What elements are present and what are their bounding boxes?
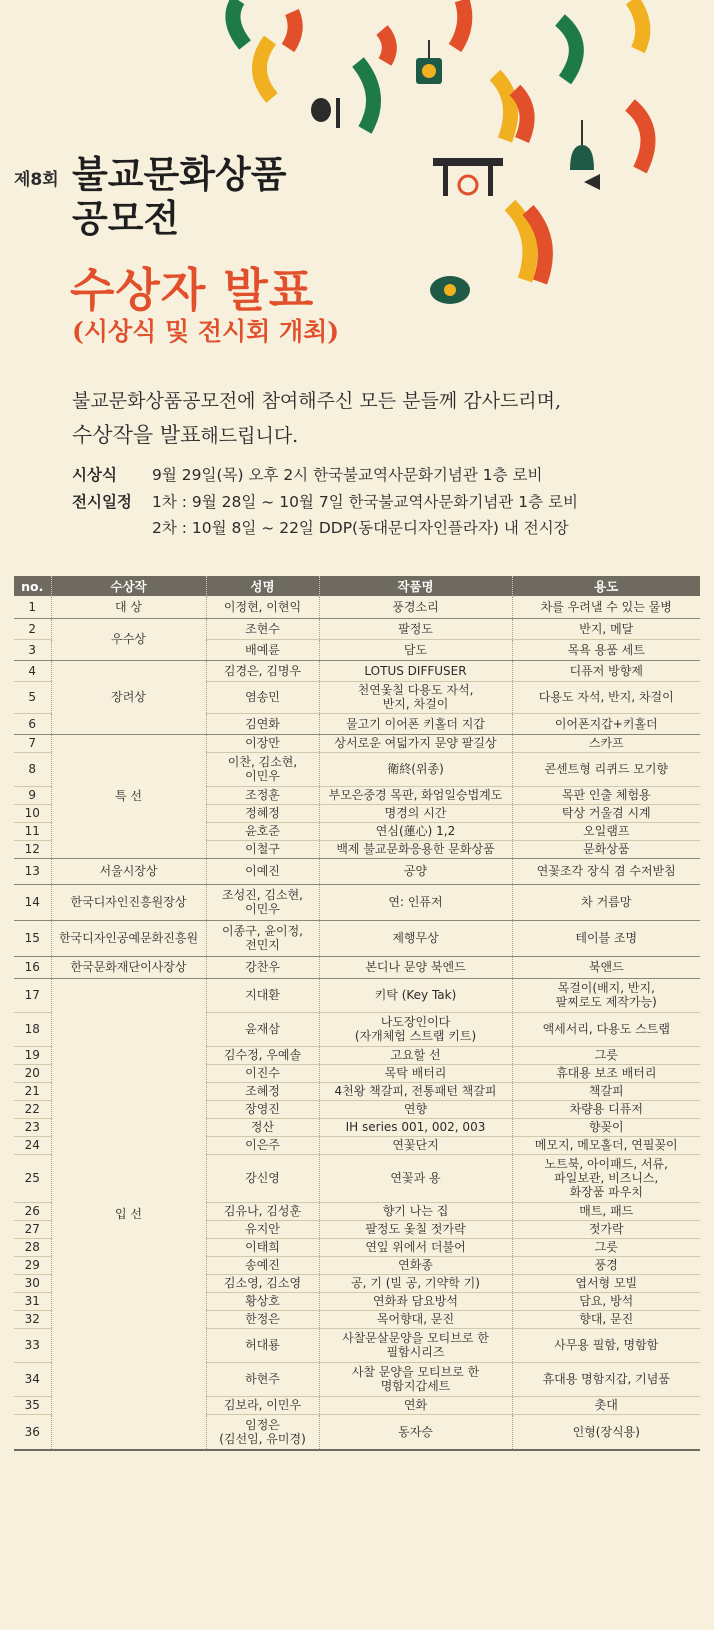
cell-work: 사찰 문양을 모티브로 한 명함지갑세트 bbox=[319, 1362, 512, 1396]
cell-no: 22 bbox=[14, 1100, 51, 1118]
cell-name: 김소영, 김소영 bbox=[206, 1274, 319, 1292]
pouch-icon bbox=[430, 276, 470, 304]
cell-use: 반지, 메달 bbox=[512, 618, 700, 639]
ribbon-shape bbox=[288, 12, 295, 48]
cell-no: 4 bbox=[14, 660, 51, 681]
page-title bbox=[72, 152, 286, 240]
cell-work: 물고기 이어폰 키홀더 지갑 bbox=[319, 713, 512, 734]
ribbon-shape bbox=[632, 0, 643, 50]
cell-no: 29 bbox=[14, 1256, 51, 1274]
cell-no: 28 bbox=[14, 1238, 51, 1256]
cell-work: 명경의 시간 bbox=[319, 804, 512, 822]
cell-name: 강찬우 bbox=[206, 956, 319, 978]
cell-work: 연꽃단지 bbox=[319, 1136, 512, 1154]
ceremony-label: 시상식 bbox=[72, 466, 117, 484]
cell-name: 송예진 bbox=[206, 1256, 319, 1274]
cell-no: 24 bbox=[14, 1136, 51, 1154]
cell-no: 34 bbox=[14, 1362, 51, 1396]
ribbon-shape bbox=[358, 62, 374, 130]
cell-work: 연꽃과 용 bbox=[319, 1154, 512, 1202]
cell-no: 7 bbox=[14, 734, 51, 752]
cell-use: 젓가락 bbox=[512, 1220, 700, 1238]
cell-work: 4천왕 책갈피, 전통패턴 책갈피 bbox=[319, 1082, 512, 1100]
cell-no: 9 bbox=[14, 786, 51, 804]
table-row bbox=[14, 956, 700, 978]
cell-work: 팔정도 옻칠 젓가락 bbox=[319, 1220, 512, 1238]
cell-award: 대 상 bbox=[51, 596, 206, 618]
cell-work: LOTUS DIFFUSER bbox=[319, 660, 512, 681]
header-no: no. bbox=[14, 576, 51, 596]
ribbon-shape bbox=[382, 30, 389, 62]
cell-use: 휴대용 보조 배터리 bbox=[512, 1064, 700, 1082]
cell-no: 30 bbox=[14, 1274, 51, 1292]
cell-work: 백제 불교문화응용한 문화상품 bbox=[319, 840, 512, 858]
cell-use: 콘센트형 리퀴드 모기향 bbox=[512, 752, 700, 786]
cell-name: 유지안 bbox=[206, 1220, 319, 1238]
cell-use: 촛대 bbox=[512, 1396, 700, 1414]
cell-work: 연: 인퓨저 bbox=[319, 884, 512, 920]
cell-use: 이어폰지갑+키홀더 bbox=[512, 713, 700, 734]
cell-no: 26 bbox=[14, 1202, 51, 1220]
cell-no: 3 bbox=[14, 639, 51, 660]
ribbon-shape bbox=[233, 0, 245, 45]
cell-use: 액세서리, 다용도 스트랩 bbox=[512, 1012, 700, 1046]
cell-name: 임정은 (김선임, 유미경) bbox=[206, 1414, 319, 1450]
cell-no: 33 bbox=[14, 1328, 51, 1362]
cell-no: 18 bbox=[14, 1012, 51, 1046]
cell-use: 엽서형 모빌 bbox=[512, 1274, 700, 1292]
cell-work: 나도장인이다 (자개체험 스트랩 키트) bbox=[319, 1012, 512, 1046]
ribbon-shape bbox=[560, 20, 576, 80]
cell-no: 8 bbox=[14, 752, 51, 786]
cell-award: 한국디자인진흥원장상 bbox=[51, 884, 206, 920]
award-title: 수상자 발표 bbox=[70, 263, 315, 317]
cell-use: 북앤드 bbox=[512, 956, 700, 978]
drum-icon bbox=[416, 40, 442, 84]
cell-work: 공양 bbox=[319, 858, 512, 884]
cell-work: 衛終(위종) bbox=[319, 752, 512, 786]
cell-work: 연심(蓮心) 1,2 bbox=[319, 822, 512, 840]
cell-no: 35 bbox=[14, 1396, 51, 1414]
exhibit-text-2: 2차 : 10월 8일 ~ 22일 DDP(동대문디자인플라자) 내 전시장 bbox=[152, 519, 569, 537]
cell-work: 제행무상 bbox=[319, 920, 512, 956]
cell-name: 강신영 bbox=[206, 1154, 319, 1202]
cell-name: 이정현, 이현익 bbox=[206, 596, 319, 618]
cell-no: 19 bbox=[14, 1046, 51, 1064]
cell-use: 그릇 bbox=[512, 1046, 700, 1064]
cell-work: 본디나 문양 북엔드 bbox=[319, 956, 512, 978]
winners-table bbox=[14, 576, 700, 1451]
table-row bbox=[14, 660, 700, 681]
cell-name: 김보라, 이민우 bbox=[206, 1396, 319, 1414]
cell-no: 11 bbox=[14, 822, 51, 840]
cell-work: 연잎 위에서 더불어 bbox=[319, 1238, 512, 1256]
cell-name: 이은주 bbox=[206, 1136, 319, 1154]
table-row bbox=[14, 618, 700, 639]
cell-name: 이종구, 윤이정, 전민지 bbox=[206, 920, 319, 956]
edition-label: 제8회 bbox=[14, 170, 59, 190]
cell-work: 담도 bbox=[319, 639, 512, 660]
cell-work: 공, 기 (빌 공, 기약학 기) bbox=[319, 1274, 512, 1292]
cell-name: 조혜정 bbox=[206, 1082, 319, 1100]
cell-work: 키탁 (Key Tak) bbox=[319, 978, 512, 1012]
ribbon-shape bbox=[495, 75, 511, 140]
cell-name: 조현수 bbox=[206, 618, 319, 639]
table-row bbox=[14, 920, 700, 956]
gate-icon bbox=[433, 158, 503, 196]
cell-no: 14 bbox=[14, 884, 51, 920]
cell-no: 36 bbox=[14, 1414, 51, 1450]
cell-use: 사무용 필함, 명함함 bbox=[512, 1328, 700, 1362]
intro-line bbox=[72, 418, 561, 453]
cell-name: 지대환 bbox=[206, 978, 319, 1012]
cell-use: 다용도 자석, 반지, 차걸이 bbox=[512, 681, 700, 713]
cell-no: 12 bbox=[14, 840, 51, 858]
moktak-icon bbox=[311, 98, 340, 128]
cell-no: 23 bbox=[14, 1118, 51, 1136]
cell-name: 김연화 bbox=[206, 713, 319, 734]
cell-use: 목판 인출 체험용 bbox=[512, 786, 700, 804]
cell-award: 서울시장상 bbox=[51, 858, 206, 884]
table-row bbox=[14, 858, 700, 884]
cell-use: 탁상 거울겸 시계 bbox=[512, 804, 700, 822]
cell-name: 이진수 bbox=[206, 1064, 319, 1082]
table-row bbox=[14, 734, 700, 752]
cell-no: 15 bbox=[14, 920, 51, 956]
cell-use: 스카프 bbox=[512, 734, 700, 752]
cell-name: 이장만 bbox=[206, 734, 319, 752]
exhibit-label: 전시일정 bbox=[72, 492, 132, 511]
cell-name: 김유나, 김성훈 bbox=[206, 1202, 319, 1220]
cell-name: 정혜정 bbox=[206, 804, 319, 822]
cell-no: 27 bbox=[14, 1220, 51, 1238]
cell-use: 목욕 용품 세트 bbox=[512, 639, 700, 660]
cell-name: 장영진 bbox=[206, 1100, 319, 1118]
cell-no: 17 bbox=[14, 978, 51, 1012]
cell-work: 목어향대, 문진 bbox=[319, 1310, 512, 1328]
cell-no: 10 bbox=[14, 804, 51, 822]
cell-use: 차를 우려낼 수 있는 물병 bbox=[512, 596, 700, 618]
cell-use: 차량용 디퓨저 bbox=[512, 1100, 700, 1118]
cell-work: 부모은중경 목판, 화엄일승법계도 bbox=[319, 786, 512, 804]
cell-award: 입 선 bbox=[51, 978, 206, 1450]
cell-work: 목탁 배터리 bbox=[319, 1064, 512, 1082]
cell-use: 오일램프 bbox=[512, 822, 700, 840]
cell-award: 우수상 bbox=[51, 618, 206, 660]
cell-name: 한정은 bbox=[206, 1310, 319, 1328]
cell-name: 윤호준 bbox=[206, 822, 319, 840]
cell-work: 팔정도 bbox=[319, 618, 512, 639]
cell-name: 김수정, 우예솔 bbox=[206, 1046, 319, 1064]
cell-work: 풍경소리 bbox=[319, 596, 512, 618]
cell-use: 디퓨저 방향제 bbox=[512, 660, 700, 681]
cell-no: 32 bbox=[14, 1310, 51, 1328]
award-subtitle: (시상식 및 전시회 개최) bbox=[72, 317, 340, 346]
cell-no: 1 bbox=[14, 596, 51, 618]
cell-use: 노트북, 아이패드, 서류, 파일보관, 비즈니스, 화장품 파우치 bbox=[512, 1154, 700, 1202]
intro-emphasis: 수상작을 발표 bbox=[72, 423, 201, 447]
cell-use: 테이블 조명 bbox=[512, 920, 700, 956]
cell-name: 배예륜 bbox=[206, 639, 319, 660]
cell-no: 21 bbox=[14, 1082, 51, 1100]
cell-work: 동자승 bbox=[319, 1414, 512, 1450]
header-work: 작품명 bbox=[319, 576, 512, 596]
cell-use: 매트, 패드 bbox=[512, 1202, 700, 1220]
cell-use: 그릇 bbox=[512, 1238, 700, 1256]
cell-name: 이찬, 김소현, 이민우 bbox=[206, 752, 319, 786]
cell-work: 연화 bbox=[319, 1396, 512, 1414]
cell-use: 담요, 방석 bbox=[512, 1292, 700, 1310]
cell-use: 차 거름망 bbox=[512, 884, 700, 920]
cell-work: 향기 나는 집 bbox=[319, 1202, 512, 1220]
cell-no: 16 bbox=[14, 956, 51, 978]
table-row bbox=[14, 596, 700, 618]
title-line: 불교문화상품 bbox=[72, 152, 287, 196]
cell-name: 염송민 bbox=[206, 681, 319, 713]
bell-icon bbox=[570, 120, 600, 190]
intro-rest: 해드립니다. bbox=[200, 425, 299, 447]
cell-name: 황상호 bbox=[206, 1292, 319, 1310]
intro-line: 불교문화상품공모전에 참여해주신 모든 분들께 감사드리며, bbox=[72, 390, 562, 412]
cell-award: 장려상 bbox=[51, 660, 206, 734]
cell-work: 연화종 bbox=[319, 1256, 512, 1274]
cell-use: 메모지, 메모홀더, 연필꽂이 bbox=[512, 1136, 700, 1154]
cell-name: 이철구 bbox=[206, 840, 319, 858]
cell-use: 풍경 bbox=[512, 1256, 700, 1274]
cell-no: 20 bbox=[14, 1064, 51, 1082]
cell-name: 조성진, 김소현, 이민우 bbox=[206, 884, 319, 920]
cell-name: 허대룡 bbox=[206, 1328, 319, 1362]
cell-work: IH series 001, 002, 003 bbox=[319, 1118, 512, 1136]
cell-no: 5 bbox=[14, 681, 51, 713]
cell-name: 조정훈 bbox=[206, 786, 319, 804]
schedule bbox=[72, 462, 578, 542]
cell-use: 향대, 문진 bbox=[512, 1310, 700, 1328]
cell-work: 연향 bbox=[319, 1100, 512, 1118]
cell-name: 김경은, 김명우 bbox=[206, 660, 319, 681]
cell-no: 2 bbox=[14, 618, 51, 639]
cell-work: 천연옻칠 다용도 자석, 반지, 차걸이 bbox=[319, 681, 512, 713]
cell-name: 이태희 bbox=[206, 1238, 319, 1256]
cell-use: 목걸이(배지, 반지, 팔찌로도 제작가능) bbox=[512, 978, 700, 1012]
cell-no: 25 bbox=[14, 1154, 51, 1202]
cell-work: 상서로운 여덟가지 문양 팔길상 bbox=[319, 734, 512, 752]
cell-name: 이예진 bbox=[206, 858, 319, 884]
intro-text bbox=[72, 384, 561, 453]
cell-no: 13 bbox=[14, 858, 51, 884]
header-name: 성명 bbox=[206, 576, 319, 596]
header-award: 수상작 bbox=[51, 576, 206, 596]
cell-work: 연화좌 담요방석 bbox=[319, 1292, 512, 1310]
exhibit-text-1: 1차 : 9월 28일 ~ 10월 7일 한국불교역사문화기념관 1층 로비 bbox=[152, 492, 578, 511]
cell-use: 인형(장식용) bbox=[512, 1414, 700, 1450]
cell-name: 정산 bbox=[206, 1118, 319, 1136]
cell-use: 연꽃조각 장식 겸 수저받침 bbox=[512, 858, 700, 884]
cell-award: 한국문화재단이사장상 bbox=[51, 956, 206, 978]
cell-no: 31 bbox=[14, 1292, 51, 1310]
title-line: 공모전 bbox=[72, 196, 180, 240]
cell-use: 책갈피 bbox=[512, 1082, 700, 1100]
ribbon-shape bbox=[259, 40, 272, 98]
cell-award: 한국디자인공예문화진흥원 bbox=[51, 920, 206, 956]
cell-use: 문화상품 bbox=[512, 840, 700, 858]
cell-use: 향꽂이 bbox=[512, 1118, 700, 1136]
cell-work: 고요할 선 bbox=[319, 1046, 512, 1064]
cell-name: 하현주 bbox=[206, 1362, 319, 1396]
cell-work: 사찰문살문양을 모티브로 한 필함시리즈 bbox=[319, 1328, 512, 1362]
cell-use: 휴대용 명함지갑, 기념품 bbox=[512, 1362, 700, 1396]
cell-name: 윤재삼 bbox=[206, 1012, 319, 1046]
cell-no: 6 bbox=[14, 713, 51, 734]
ribbon-shape bbox=[630, 105, 648, 170]
ceremony-text: 9월 29일(목) 오후 2시 한국불교역사문화기념관 1층 로비 bbox=[152, 466, 543, 484]
header-use: 용도 bbox=[512, 576, 700, 596]
table-row bbox=[14, 978, 700, 1012]
ribbon-shape bbox=[455, 0, 465, 48]
cell-award: 특 선 bbox=[51, 734, 206, 858]
table-row bbox=[14, 884, 700, 920]
